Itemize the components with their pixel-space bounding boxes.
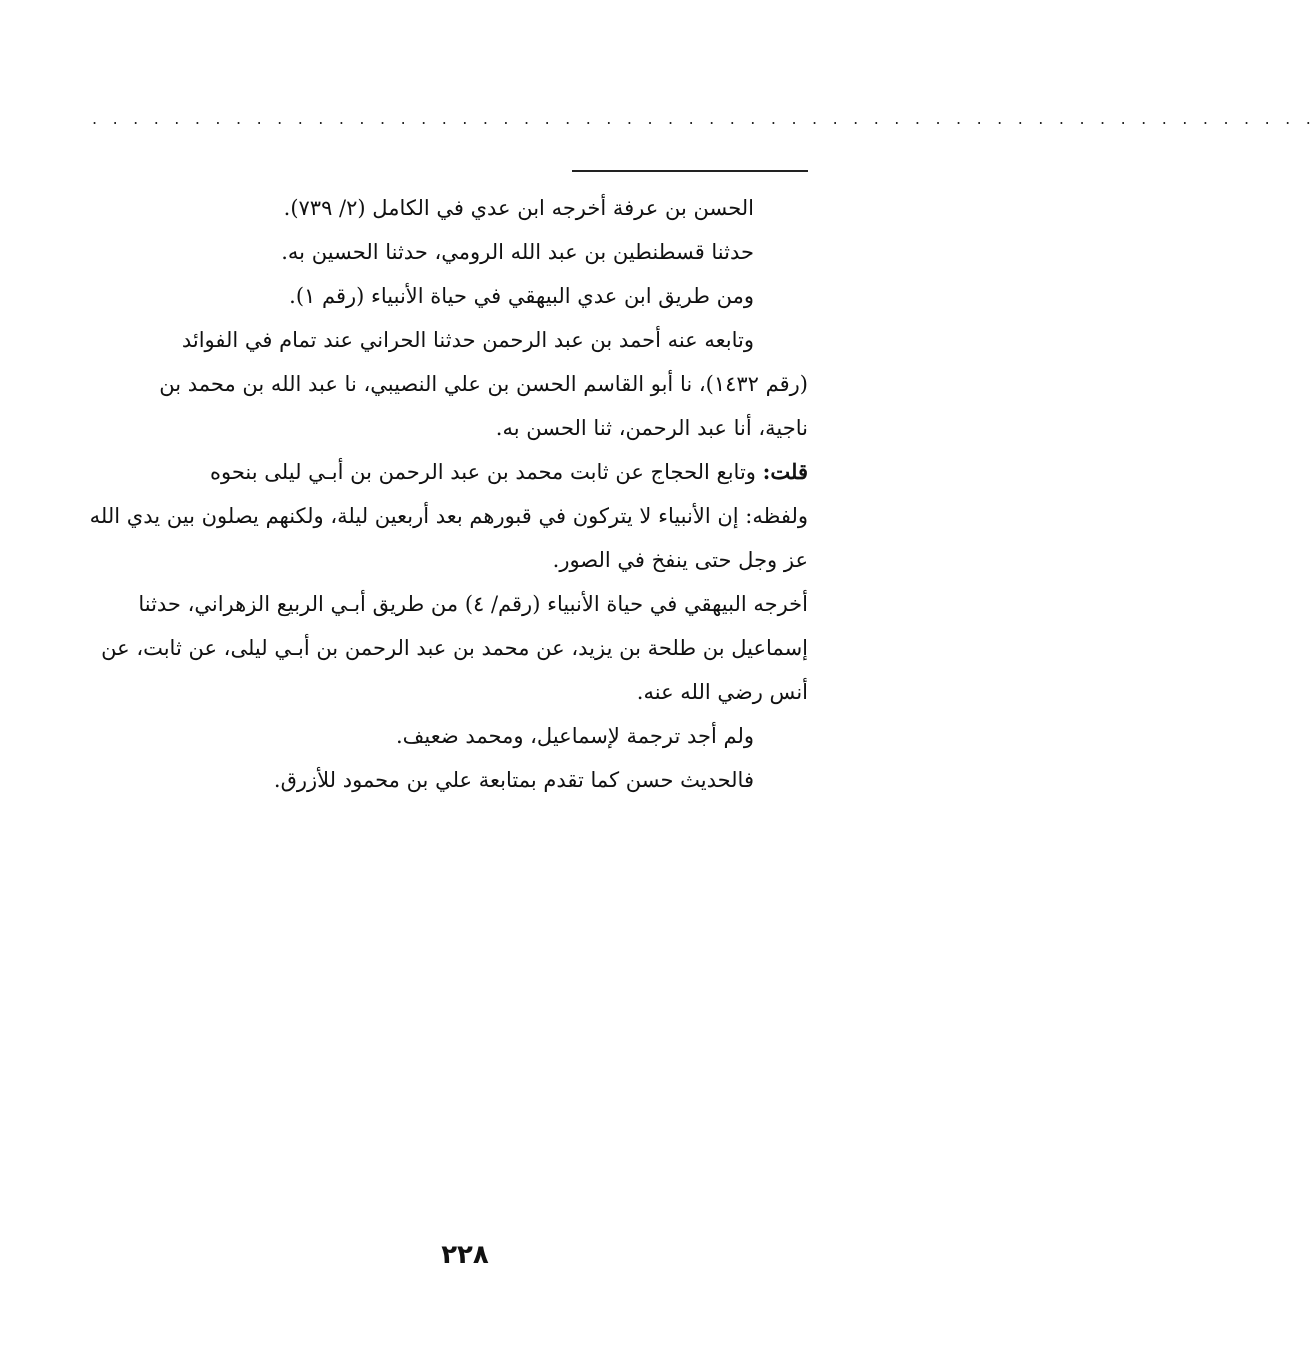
text-line: أخرجه البيهقي في حياة الأنبياء (رقم/ ٤) من طريق أبـي الربيع الزهراني، حدثنا (138, 592, 808, 616)
text-segment: وتابع الحجاج عن ثابت محمد بن عبد الرحمن بن أبـي ليلى بنحوه (210, 460, 756, 484)
dotted-separator: . . . . . . . . . . . . . . . . . . . . . . . . . . . . . . . . . . . . . . . . . . . . . . . . . . . . . . . . . . . . (92, 109, 1316, 128)
text-line: عز وجل حتى ينفخ في الصور. (552, 548, 808, 572)
footnote-rule (572, 170, 808, 172)
text-line: وتابعه عنه أحمد بن عبد الرحمن حدثنا الحراني عند تمام في الفوائد (181, 328, 754, 352)
text-line (80, 450, 808, 494)
footnote-body (80, 186, 808, 802)
text-line: ولم أجد ترجمة لإسماعيل، ومحمد ضعيف. (395, 724, 754, 748)
text-line: أنس رضي الله عنه. (636, 680, 808, 704)
page-number: ٢٢٨ (441, 1240, 489, 1270)
text-line: إسماعيل بن طلحة بن يزيد، عن محمد بن عبد الرحمن بن أبـي ليلى، عن ثابت، عن (101, 636, 808, 660)
paragraph-lead: قلت: (762, 459, 808, 484)
text-line: (رقم ١٤٣٢)، نا أبو القاسم الحسن بن علي النصيبي، نا عبد الله بن محمد بن (159, 372, 808, 396)
text-line: ومن طريق ابن عدي البيهقي في حياة الأنبياء (رقم ١). (289, 284, 754, 308)
text-line: ولفظه: إن الأنبياء لا يتركون في قبورهم بعد أربعين ليلة، ولكنهم يصلون بين يدي الله (89, 504, 808, 528)
text-line: حدثنا قسطنطين بن عبد الله الرومي، حدثنا الحسين به. (281, 240, 754, 264)
text-line: الحسن بن عرفة أخرجه ابن عدي في الكامل (٢/ ٧٣٩). (283, 196, 754, 220)
text-line: فالحديث حسن كما تقدم بمتابعة علي بن محمود للأزرق. (273, 768, 754, 792)
text-line: ناجية، أنا عبد الرحمن، ثنا الحسن به. (495, 416, 808, 440)
